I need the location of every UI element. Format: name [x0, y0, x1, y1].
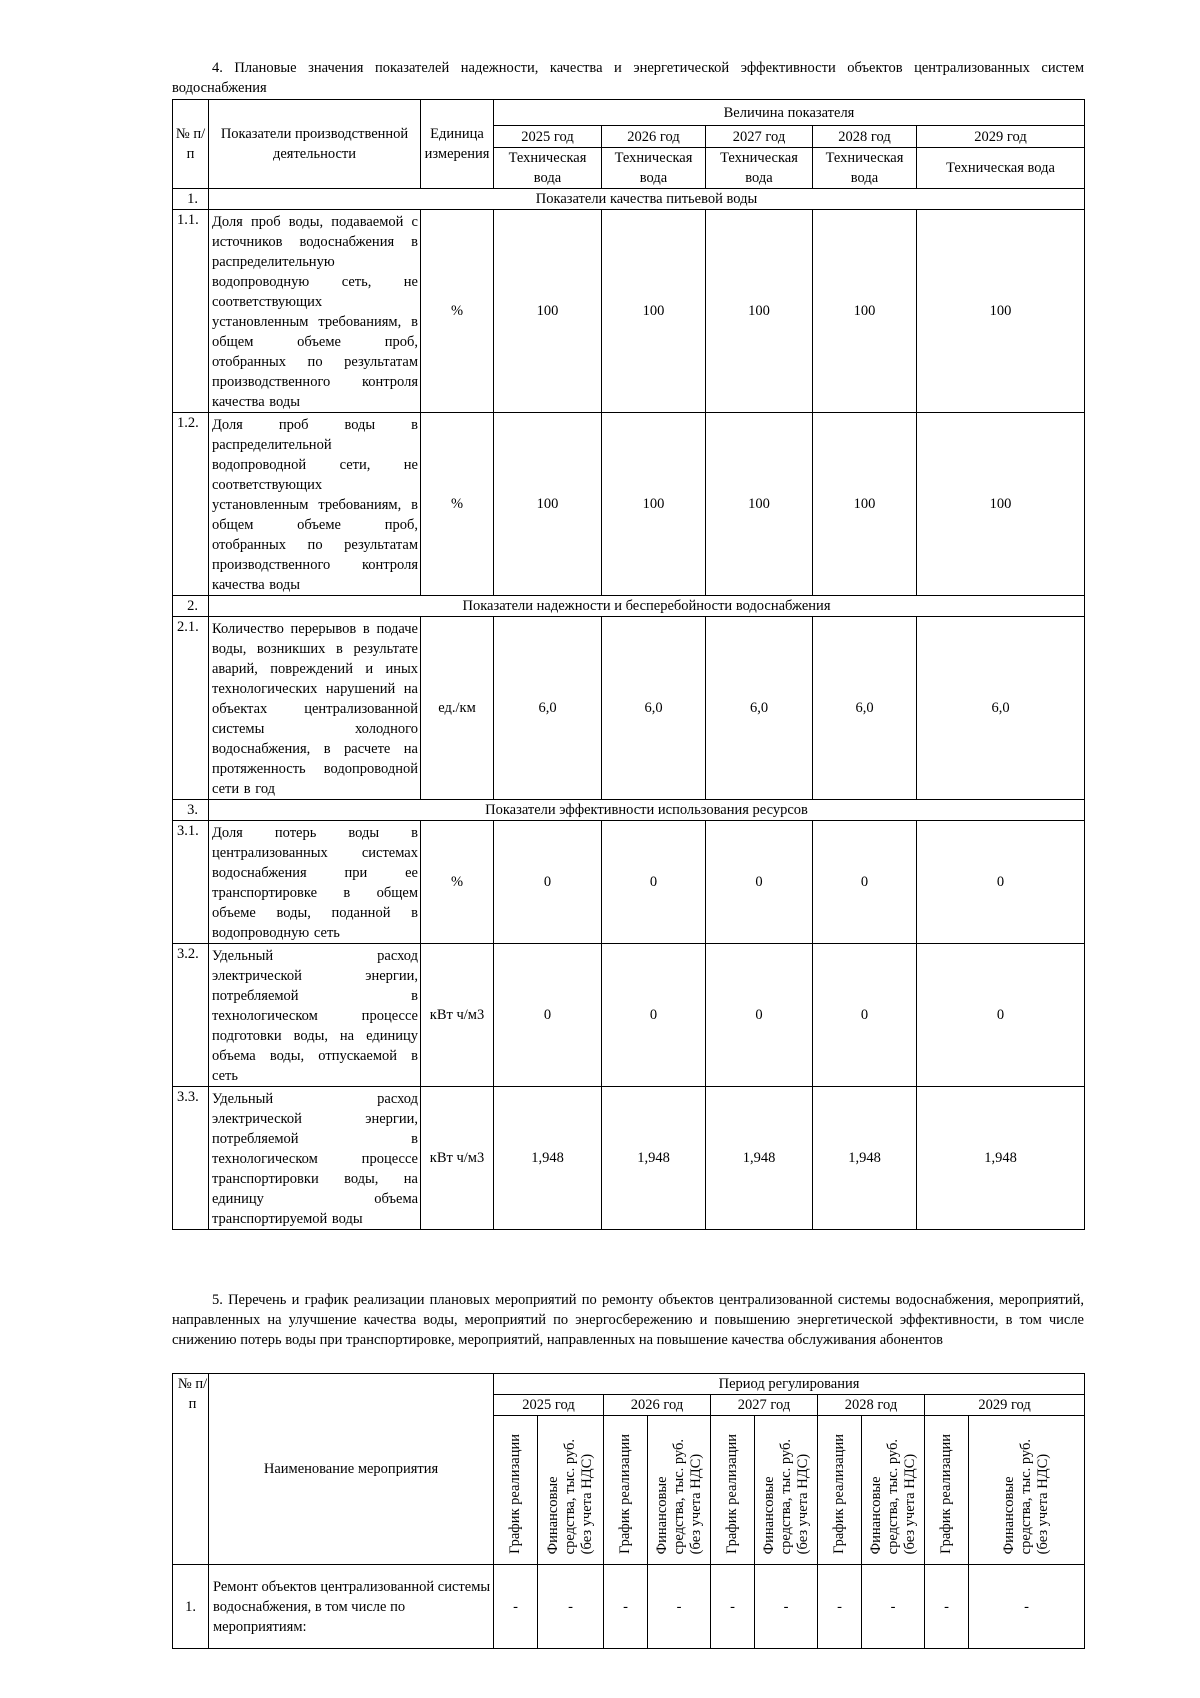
value-cell: 100: [494, 413, 602, 596]
period-year-header: 2028 год: [818, 1395, 925, 1416]
water-type-header: Техническая вода: [602, 148, 706, 189]
finance-label-line: (без учета НДС): [687, 1453, 704, 1554]
description-line: транспортируемой воды: [212, 1211, 363, 1227]
description-line: транспортировки воды, на: [212, 1171, 418, 1187]
description-line: установленным требованиям, в: [212, 314, 418, 330]
finance-label-line: средства, тыс. руб.: [884, 1438, 901, 1554]
schedule-label: График реализации: [507, 1434, 523, 1554]
value-cell: 100: [602, 210, 706, 413]
indicator-row: [173, 210, 1085, 413]
description-line: Удельный расход: [212, 948, 418, 964]
section-title: Показатели надежности и бесперебойности водоснабжения: [209, 596, 1085, 617]
row-number: 3.1.: [173, 821, 209, 944]
description-line: общем объеме проб,: [212, 334, 418, 350]
value-cell: 0: [813, 944, 917, 1087]
description-line: системы холодного: [212, 721, 418, 737]
value-cell: 6,0: [494, 617, 602, 800]
description-line: водоснабжения, в расчете на: [212, 741, 418, 757]
value-cell: 6,0: [813, 617, 917, 800]
description-line: воды, возникших в результате: [212, 641, 418, 657]
description-line: общем объеме проб,: [212, 517, 418, 533]
description-line: подготовки воды, на единицу: [212, 1028, 418, 1044]
description-line: отобранных по результатам: [212, 537, 418, 553]
schedule-label: График реализации: [617, 1434, 633, 1554]
description-line: технологических нарушений на: [212, 681, 418, 697]
description-line: транспортировке в общем: [212, 885, 418, 901]
col-unit-header: Единица измерения: [421, 100, 494, 189]
value-cell: 6,0: [706, 617, 813, 800]
row-number: 1.2.: [173, 413, 209, 596]
measure-value-cell: -: [818, 1565, 862, 1649]
description-line: водопроводную сеть, не: [212, 274, 418, 290]
finance-subheader: [862, 1416, 925, 1565]
measure-value-cell: -: [755, 1565, 818, 1649]
year-header: 2025 год: [494, 126, 602, 148]
measure-row: [173, 1565, 1085, 1649]
finance-label-line: (без учета НДС): [901, 1453, 918, 1554]
indicator-description: [209, 413, 421, 596]
value-cell: 1,948: [494, 1087, 602, 1230]
section-row: [173, 189, 1085, 210]
year-header: 2027 год: [706, 126, 813, 148]
description-line: объеме воды, поданной в: [212, 905, 418, 921]
value-cell: 0: [917, 821, 1085, 944]
unit-cell: кВт ч/м3: [421, 944, 494, 1087]
schedule-subheader: [711, 1416, 755, 1565]
measure-value-cell: -: [604, 1565, 648, 1649]
description-line: потребляемой в: [212, 988, 418, 1004]
finance-label-line: (без учета НДС): [1035, 1453, 1052, 1554]
period-header: Период регулирования: [494, 1374, 1085, 1395]
value-cell: 1,948: [917, 1087, 1085, 1230]
value-cell: 100: [602, 413, 706, 596]
unit-cell: %: [421, 821, 494, 944]
schedule-subheader: [494, 1416, 538, 1565]
schedule-label: График реализации: [724, 1434, 740, 1554]
indicator-row: [173, 617, 1085, 800]
value-cell: 0: [494, 821, 602, 944]
value-cell: 1,948: [813, 1087, 917, 1230]
schedule-subheader: [818, 1416, 862, 1565]
value-cell: 100: [917, 210, 1085, 413]
measures-table: [172, 1373, 1085, 1649]
unit-cell: ед./км: [421, 617, 494, 800]
finance-label-line: (без учета НДС): [794, 1453, 811, 1554]
year-header: 2029 год: [917, 126, 1085, 148]
section-title: Показатели качества питьевой воды: [209, 189, 1085, 210]
schedule-subheader: [925, 1416, 969, 1565]
description-line: потребляемой в: [212, 1131, 418, 1147]
finance-label: [545, 1439, 596, 1558]
unit-cell: кВт ч/м3: [421, 1087, 494, 1230]
indicator-row: [173, 413, 1085, 596]
finance-label: [1001, 1439, 1052, 1558]
section-4-heading: 4. Плановые значения показателей надежности, качества и энергетической эффективности объектов централизованных систем водоснабжения: [172, 60, 1084, 96]
description-line: источников водоснабжения в: [212, 234, 418, 250]
description-line: качества воды: [212, 577, 300, 593]
finance-label-line: средства, тыс. руб.: [562, 1438, 578, 1554]
water-type-header: Техническая вода: [494, 148, 602, 189]
indicator-row: [173, 1087, 1085, 1230]
description-line: распределительную: [212, 254, 335, 270]
section-row: [173, 596, 1085, 617]
period-year-header: 2026 год: [604, 1395, 711, 1416]
description-line: Удельный расход: [212, 1091, 418, 1107]
description-line: Доля проб воды в: [212, 417, 418, 433]
row-number: 2.1.: [173, 617, 209, 800]
description-line: централизованных системах: [212, 845, 418, 861]
finance-label-line: Финансовые: [867, 1476, 884, 1554]
finance-subheader: [755, 1416, 818, 1565]
schedule-label: График реализации: [831, 1434, 847, 1554]
schedule-label: График реализации: [938, 1434, 954, 1554]
finance-label: [868, 1439, 919, 1558]
value-cell: 100: [813, 210, 917, 413]
unit-cell: %: [421, 210, 494, 413]
measure-number: 1.: [173, 1565, 209, 1649]
value-cell: 6,0: [602, 617, 706, 800]
value-cell: 0: [917, 944, 1085, 1087]
value-cell: 0: [706, 821, 813, 944]
description-line: аварий, повреждений и иных: [212, 661, 418, 677]
description-line: Доля потерь воды в: [212, 825, 418, 841]
col-indicator-header: Показатели производственной деятельности: [209, 100, 421, 189]
description-line: распределительной: [212, 437, 332, 453]
section-5-heading: 5. Перечень и график реализации плановых мероприятий по ремонту объектов централизованной системы водоснабжения, мероприятий, направленных на улучшение качества воды, мероприятий по энергосбережению и повышению энергетической эффективности, в том числе снижению потерь воды при транспортировке, мероприятий, направленных на повышение качества обслуживания абонентов: [172, 1292, 1084, 1348]
measure-value-cell: -: [862, 1565, 925, 1649]
measure-value-cell: -: [494, 1565, 538, 1649]
finance-label-line: Финансовые: [653, 1476, 670, 1554]
measure-name: Ремонт объектов централизованной системы водоснабжения, в том числе по мероприятиям:: [209, 1565, 494, 1649]
description-line: установленным требованиям, в: [212, 497, 418, 513]
section-title: Показатели эффективности использования ресурсов: [209, 800, 1085, 821]
period-year-header: 2027 год: [711, 1395, 818, 1416]
description-line: соответствующих: [212, 477, 323, 493]
indicator-row: [173, 944, 1085, 1087]
indicator-description: [209, 617, 421, 800]
value-cell: 0: [602, 944, 706, 1087]
section-number: 2.: [173, 596, 209, 617]
unit-cell: %: [421, 413, 494, 596]
section-number: 1.: [173, 189, 209, 210]
description-line: производственного контроля: [212, 557, 418, 573]
measures-col-name-header: Наименование мероприятия: [209, 1374, 494, 1565]
finance-label: [761, 1439, 812, 1558]
row-number: 1.1.: [173, 210, 209, 413]
description-line: водопроводную сеть: [212, 925, 340, 941]
description-line: сеть: [212, 1068, 238, 1084]
measure-value-cell: -: [711, 1565, 755, 1649]
value-cell: 6,0: [917, 617, 1085, 800]
description-line: водоснабжения при ее: [212, 865, 418, 881]
indicators-table: [172, 99, 1085, 1230]
finance-label-line: средства, тыс. руб.: [1018, 1438, 1035, 1554]
description-line: технологическом процессе: [212, 1151, 418, 1167]
indicator-description: [209, 1087, 421, 1230]
measures-col-num-header: № п/п: [173, 1374, 209, 1565]
finance-label-line: (без учета НДС): [579, 1453, 595, 1554]
year-header: 2028 год: [813, 126, 917, 148]
value-cell: 0: [813, 821, 917, 944]
indicator-description: [209, 821, 421, 944]
description-line: технологическом процессе: [212, 1008, 418, 1024]
finance-label-line: средства, тыс. руб.: [777, 1438, 794, 1554]
col-value-header: Величина показателя: [494, 100, 1085, 126]
period-year-header: 2025 год: [494, 1395, 604, 1416]
section-row: [173, 800, 1085, 821]
value-cell: 100: [706, 210, 813, 413]
finance-label-line: Финансовые: [545, 1476, 561, 1554]
description-line: производственного контроля: [212, 374, 418, 390]
value-cell: 1,948: [602, 1087, 706, 1230]
value-cell: 0: [602, 821, 706, 944]
finance-label-line: средства, тыс. руб.: [670, 1438, 687, 1554]
description-line: качества воды: [212, 394, 300, 410]
description-line: единицу объема: [212, 1191, 418, 1207]
measure-value-cell: -: [925, 1565, 969, 1649]
row-number: 3.2.: [173, 944, 209, 1087]
year-header: 2026 год: [602, 126, 706, 148]
description-line: Количество перерывов в подаче: [212, 621, 418, 637]
value-cell: 100: [494, 210, 602, 413]
col-num-header: № п/п: [173, 100, 209, 189]
value-cell: 100: [706, 413, 813, 596]
description-line: объектах централизованной: [212, 701, 418, 717]
indicator-description: [209, 210, 421, 413]
section-number: 3.: [173, 800, 209, 821]
description-line: протяженность водопроводной: [212, 761, 418, 777]
finance-label: [654, 1439, 705, 1558]
value-cell: 1,948: [706, 1087, 813, 1230]
finance-subheader: [969, 1416, 1085, 1565]
description-line: объема воды, отпускаемой в: [212, 1048, 418, 1064]
measure-value-cell: -: [538, 1565, 604, 1649]
description-line: Доля проб воды, подаваемой с: [212, 214, 418, 230]
value-cell: 100: [813, 413, 917, 596]
water-type-header: Техническая вода: [813, 148, 917, 189]
row-number: 3.3.: [173, 1087, 209, 1230]
finance-subheader: [648, 1416, 711, 1565]
value-cell: 0: [706, 944, 813, 1087]
indicator-row: [173, 821, 1085, 944]
measure-value-cell: -: [969, 1565, 1085, 1649]
description-line: водопроводной сети, не: [212, 457, 418, 473]
description-line: электрической энергии,: [212, 1111, 418, 1127]
water-type-header: Техническая вода: [917, 148, 1085, 189]
description-line: сети в год: [212, 781, 276, 797]
value-cell: 100: [917, 413, 1085, 596]
schedule-subheader: [604, 1416, 648, 1565]
finance-subheader: [538, 1416, 604, 1565]
description-line: отобранных по результатам: [212, 354, 418, 370]
indicator-description: [209, 944, 421, 1087]
measure-value-cell: -: [648, 1565, 711, 1649]
period-year-header: 2029 год: [925, 1395, 1085, 1416]
description-line: электрической энергии,: [212, 968, 418, 984]
finance-label-line: Финансовые: [1001, 1476, 1018, 1554]
value-cell: 0: [494, 944, 602, 1087]
description-line: соответствующих: [212, 294, 323, 310]
water-type-header: Техническая вода: [706, 148, 813, 189]
finance-label-line: Финансовые: [760, 1476, 777, 1554]
